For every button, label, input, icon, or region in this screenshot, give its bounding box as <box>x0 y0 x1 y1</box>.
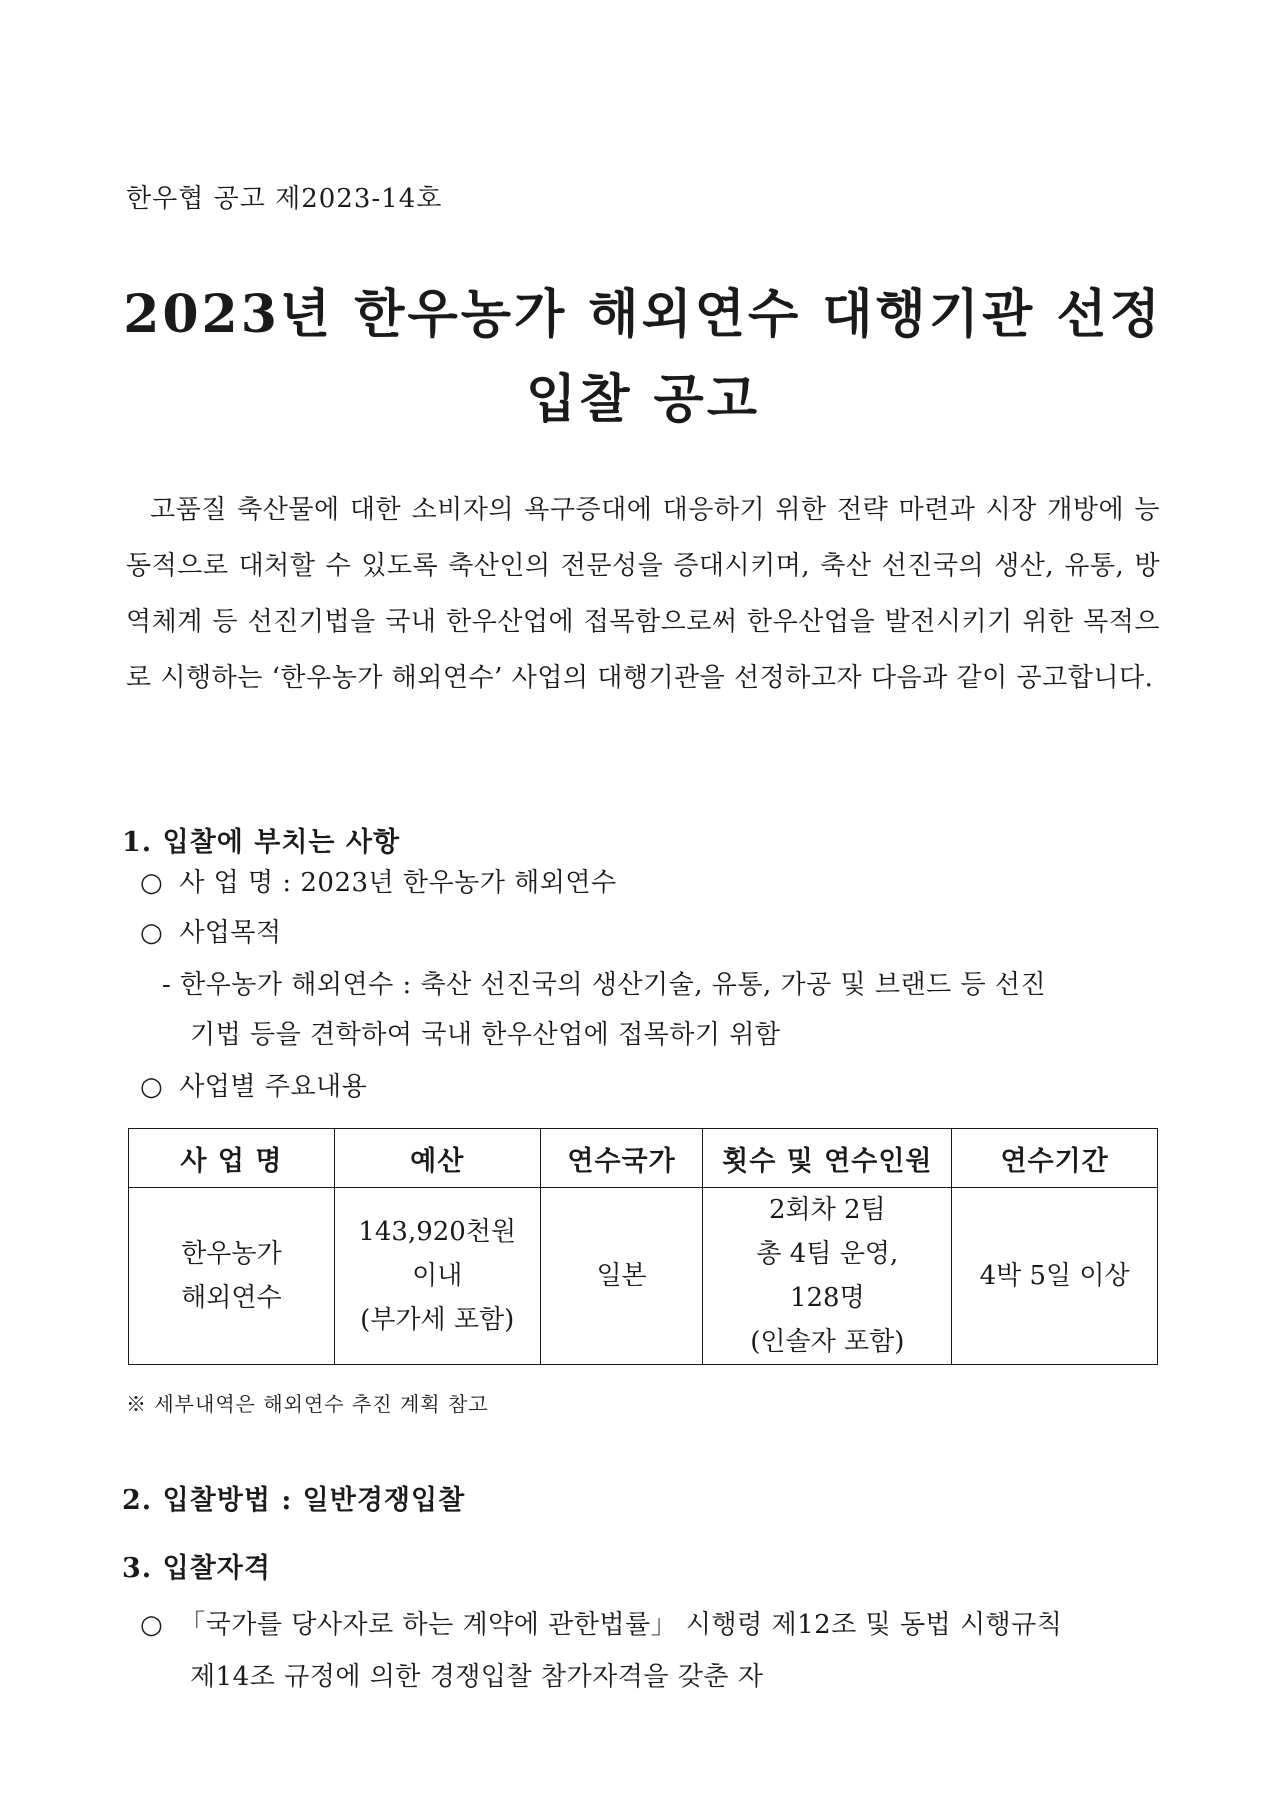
cell-line: (부가세 포함) <box>360 1305 515 1335</box>
section3-heading: 3. 입찰자격 <box>122 1553 271 1584</box>
bullet-circle-icon: ○ <box>140 1072 164 1102</box>
table-header-row <box>129 1129 1158 1188</box>
qualification-item <box>140 1604 1062 1641</box>
content-label: 사업별 주요내용 <box>179 1072 368 1102</box>
cell-line: (인솔자 포함) <box>750 1327 905 1357</box>
project-name-item <box>140 862 617 899</box>
purpose-item <box>140 912 282 949</box>
cell-line: 2회차 2팀 <box>768 1195 886 1225</box>
cell-line: 143,920천원 <box>358 1217 517 1247</box>
purpose-label: 사업목적 <box>179 918 282 948</box>
purpose-detail-line1: - 한우농가 해외연수 : 축산 선진국의 생산기술, 유통, 가공 및 브랜드 등 선진 <box>162 970 1047 1000</box>
header-country: 연수국가 <box>540 1129 703 1188</box>
intro-paragraph: 고품질 축산물에 대한 소비자의 욕구증대에 대응하기 위한 전략 마련과 시장 개방에 능동적으로 대처할 수 있도록 축산인의 전문성을 증대시키며, 축산 선진국의 생산, 유통, 방역체계 등 선진기법을 국내 한우산업에 접목함으로써 한우산업을 발전시키기 위한 목적으로 시행하는 ‘한우농가 해외연수’ 사업의 대행기관을 선정하고자 다음과 같이 공고합니다. <box>126 495 1160 693</box>
qualification-line2: 제14조 규정에 의한 경쟁입찰 참가자격을 갖춘 자 <box>190 1662 764 1692</box>
project-name-text: 사 업 명 : 2023년 한우농가 해외연수 <box>179 868 617 898</box>
header-budget: 예산 <box>334 1129 540 1188</box>
cell-line: 한우농가 <box>181 1239 282 1269</box>
cell-count <box>703 1188 952 1365</box>
header-count: 횟수 및 연수인원 <box>703 1129 952 1188</box>
content-item <box>140 1066 367 1103</box>
bullet-circle-icon: ○ <box>140 1610 164 1640</box>
bullet-circle-icon: ○ <box>140 918 164 948</box>
cell-line: 해외연수 <box>181 1283 282 1313</box>
cell-line: 128명 <box>789 1283 865 1313</box>
table-row <box>129 1188 1158 1365</box>
notice-number: 한우협 공고 제2023-14호 <box>126 184 443 214</box>
document-title-line1: 2023년 한우농가 해외연수 대행기관 선정 <box>123 284 1163 345</box>
cell-line: 일본 <box>596 1261 647 1291</box>
cell-line: 4박 5일 이상 <box>979 1261 1130 1291</box>
cell-line: 이내 <box>412 1261 463 1291</box>
project-table <box>128 1128 1158 1365</box>
table-note: ※ 세부내역은 해외연수 추진 계획 참고 <box>126 1392 489 1416</box>
cell-country <box>540 1188 703 1365</box>
qualification-line1: 「국가를 당사자로 하는 계약에 관한법률」 시행령 제12조 및 동법 시행규칙 <box>179 1610 1063 1640</box>
document-title-line2: 입찰 공고 <box>525 369 761 430</box>
section1-heading: 1. 입찰에 부치는 사항 <box>122 827 401 858</box>
header-period: 연수기간 <box>952 1129 1158 1188</box>
cell-project <box>129 1188 335 1365</box>
purpose-detail-line2: 기법 등을 견학하여 국내 한우산업에 접목하기 위함 <box>190 1020 781 1050</box>
bullet-circle-icon: ○ <box>140 868 164 898</box>
cell-period <box>952 1188 1158 1365</box>
cell-budget <box>334 1188 540 1365</box>
header-project: 사 업 명 <box>129 1129 335 1188</box>
cell-line: 총 4팀 운영, <box>756 1239 899 1269</box>
section2-heading: 2. 입찰방법 : 일반경쟁입찰 <box>122 1485 466 1516</box>
